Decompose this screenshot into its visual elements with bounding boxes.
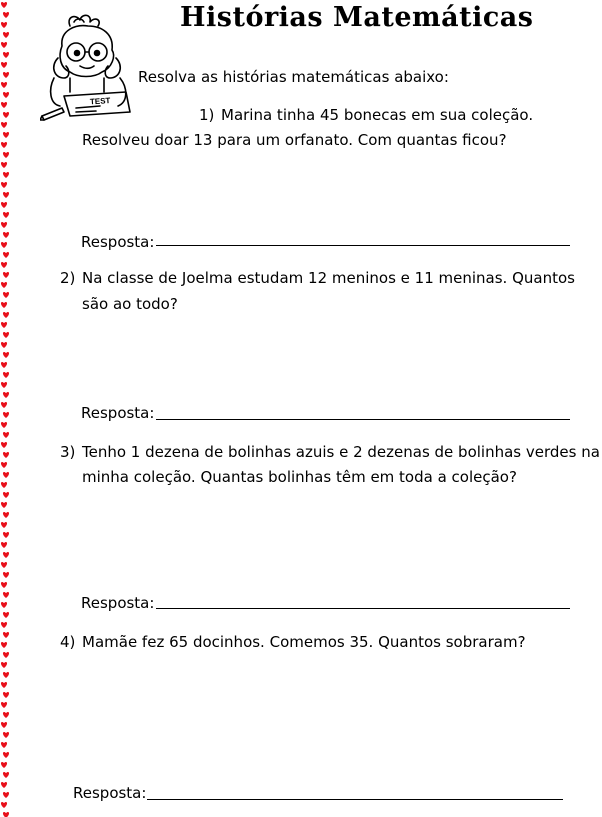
border-heart — [3, 352, 9, 358]
question-2-number: 2) — [60, 269, 76, 287]
border-heart — [1, 542, 7, 548]
border-heart — [3, 732, 9, 738]
decorative-red-border — [0, 0, 12, 817]
border-heart — [3, 252, 9, 258]
question-2-line1: Na classe de Joelma estudam 12 meninos e 11 meninas. Quantos — [82, 269, 575, 287]
border-heart — [3, 192, 9, 198]
answer-3-line[interactable] — [156, 608, 570, 609]
border-heart — [3, 552, 9, 558]
question-3-number: 3) — [60, 443, 76, 461]
border-heart — [1, 382, 7, 388]
border-heart — [3, 112, 9, 118]
border-heart — [3, 532, 9, 538]
border-heart — [1, 602, 7, 608]
border-heart — [1, 182, 7, 188]
border-heart — [3, 212, 9, 218]
question-1-line2: Resolveu doar 13 para um orfanato. Com quantas ficou? — [82, 131, 507, 149]
border-heart — [3, 432, 9, 438]
border-heart — [1, 442, 7, 448]
instruction-text: Resolva as histórias matemáticas abaixo: — [138, 68, 449, 86]
border-heart — [3, 152, 9, 158]
border-heart — [1, 162, 7, 168]
border-heart — [1, 802, 7, 808]
border-heart — [3, 792, 9, 798]
border-heart — [1, 42, 7, 48]
border-heart — [3, 332, 9, 338]
border-heart — [1, 702, 7, 708]
border-heart — [1, 462, 7, 468]
border-heart — [1, 782, 7, 788]
border-heart — [1, 422, 7, 428]
border-heart — [3, 412, 9, 418]
question-1-number: 1) — [199, 106, 215, 124]
border-heart — [3, 272, 9, 278]
border-heart — [1, 722, 7, 728]
border-heart — [3, 232, 9, 238]
border-heart — [1, 282, 7, 288]
border-heart — [1, 22, 7, 28]
border-heart — [3, 52, 9, 58]
border-heart — [1, 682, 7, 688]
border-heart — [1, 242, 7, 248]
page-title: Histórias Matemáticas — [180, 2, 534, 33]
border-heart — [1, 362, 7, 368]
border-heart — [3, 772, 9, 778]
border-heart — [1, 582, 7, 588]
border-heart — [3, 492, 9, 498]
border-heart — [3, 172, 9, 178]
border-heart — [1, 562, 7, 568]
border-heart — [3, 132, 9, 138]
border-heart — [1, 662, 7, 668]
question-4-line1: Mamãe fez 65 docinhos. Comemos 35. Quantos sobraram? — [82, 633, 526, 651]
border-heart — [1, 2, 7, 8]
answer-4-line[interactable] — [147, 799, 563, 800]
question-4-number: 4) — [60, 633, 76, 651]
border-heart — [1, 482, 7, 488]
border-heart — [1, 82, 7, 88]
question-3-line2: minha coleção. Quantas bolinhas têm em toda a coleção? — [82, 468, 517, 486]
student-clipart — [40, 12, 136, 124]
border-heart — [1, 302, 7, 308]
border-heart — [1, 202, 7, 208]
question-2-line2: são ao todo? — [82, 295, 178, 313]
answer-4-label: Resposta: — [73, 784, 147, 802]
border-heart — [3, 752, 9, 758]
clipart-test-text: TEST — [89, 96, 111, 107]
border-heart — [1, 342, 7, 348]
border-heart — [3, 632, 9, 638]
border-heart — [3, 472, 9, 478]
border-heart — [3, 672, 9, 678]
answer-3-label: Resposta: — [81, 594, 155, 612]
border-heart — [1, 762, 7, 768]
border-heart — [3, 812, 9, 817]
answer-2-label: Resposta: — [81, 404, 155, 422]
answer-2-line[interactable] — [156, 419, 570, 420]
border-heart — [3, 612, 9, 618]
border-heart — [1, 622, 7, 628]
border-heart — [1, 222, 7, 228]
border-heart — [3, 592, 9, 598]
answer-1-label: Resposta: — [81, 233, 155, 251]
border-heart — [1, 402, 7, 408]
border-heart — [1, 122, 7, 128]
border-heart — [1, 102, 7, 108]
border-heart — [1, 502, 7, 508]
border-heart — [3, 292, 9, 298]
border-heart — [3, 712, 9, 718]
border-heart — [3, 312, 9, 318]
answer-1-line[interactable] — [156, 245, 570, 246]
border-heart — [3, 572, 9, 578]
border-heart — [3, 12, 9, 18]
border-heart — [3, 92, 9, 98]
question-3-line1: Tenho 1 dezena de bolinhas azuis e 2 dezenas de bolinhas verdes na — [82, 443, 600, 461]
question-1-line1: Marina tinha 45 bonecas em sua coleção. — [221, 106, 534, 124]
border-heart — [3, 652, 9, 658]
border-heart — [1, 322, 7, 328]
border-heart — [1, 642, 7, 648]
border-heart — [1, 142, 7, 148]
border-heart — [3, 372, 9, 378]
border-heart — [1, 62, 7, 68]
border-heart — [3, 72, 9, 78]
border-heart — [3, 32, 9, 38]
border-heart — [3, 692, 9, 698]
border-heart — [3, 392, 9, 398]
border-heart — [1, 742, 7, 748]
border-heart — [3, 452, 9, 458]
border-heart — [1, 262, 7, 268]
border-heart — [1, 522, 7, 528]
border-heart — [3, 512, 9, 518]
